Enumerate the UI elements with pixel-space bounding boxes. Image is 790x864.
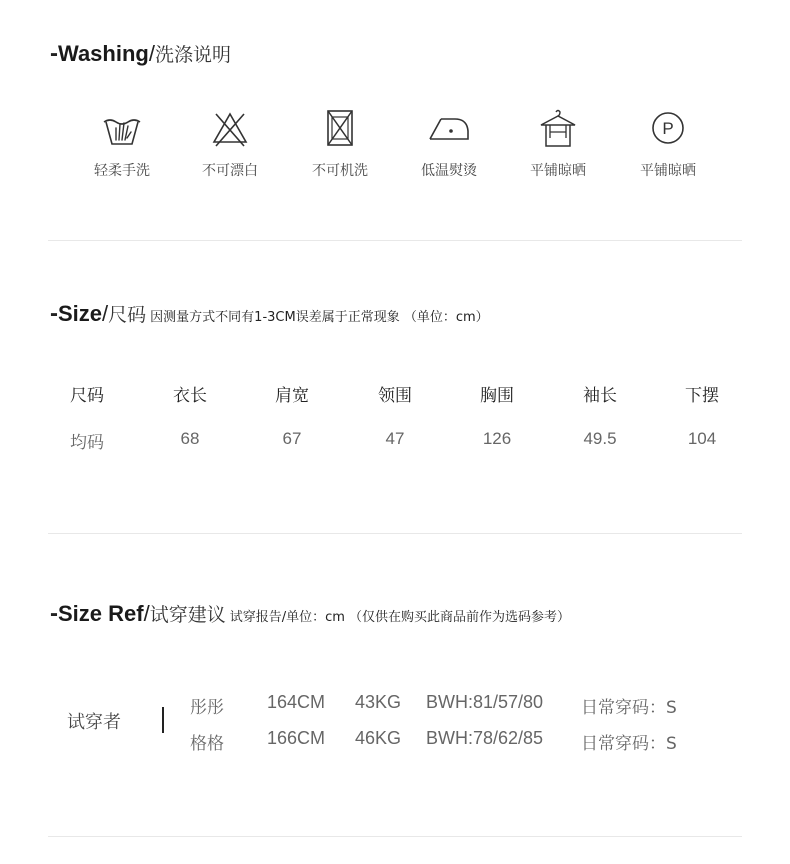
tester-bwh: BWH:81/57/80 <box>426 692 544 712</box>
svg-text:P: P <box>662 119 674 138</box>
low-iron-icon <box>427 108 471 148</box>
tester-divider <box>162 707 164 733</box>
size-header: 胸围 <box>480 386 514 406</box>
no-bleach-icon <box>208 108 252 148</box>
tester-label: 试穿者 <box>67 712 121 733</box>
wash-item-dry-clean <box>623 108 713 180</box>
tester-size: 日常穿码：S <box>581 698 677 718</box>
tester-size: 日常穿码：S <box>581 734 677 754</box>
size-title: -Size/尺码 因测量方式不同有1-3CM误差属于正常现象 （单位：cm） <box>50 300 489 327</box>
size-ref-note: 试穿报告/单位：cm （仅供在购买此商品前作为选码参考） <box>229 610 571 625</box>
wash-item-flat-dry <box>513 108 603 180</box>
wash-item-hand-wash <box>77 108 167 180</box>
size-value: 均码 <box>70 433 104 453</box>
washing-title-en: Washing <box>58 41 149 66</box>
size-header: 领围 <box>378 386 412 406</box>
size-header: 尺码 <box>70 386 104 406</box>
size-header: 肩宽 <box>275 386 309 406</box>
size-note: 因测量方式不同有1-3CM误差属于正常现象 （单位：cm） <box>150 310 489 325</box>
flat-dry-icon <box>536 108 580 148</box>
divider <box>48 240 742 241</box>
divider <box>48 836 742 837</box>
size-value: 67 <box>282 429 302 448</box>
wash-item-no-bleach <box>185 108 275 180</box>
size-value: 68 <box>180 429 200 448</box>
no-machine-wash-icon <box>318 108 362 148</box>
size-ref-title-en: Size Ref <box>58 601 144 626</box>
dry-clean-p-icon <box>646 108 690 148</box>
size-title-en: Size <box>58 301 103 326</box>
size-title-zh: 尺码 <box>108 304 147 326</box>
wash-label: 不可漂白 <box>202 163 258 179</box>
wash-label: 低温熨烫 <box>421 163 477 179</box>
tester-height: 166CM <box>267 728 326 748</box>
tester-weight: 46KG <box>355 728 402 748</box>
wash-item-low-iron <box>404 108 494 180</box>
size-header: 下摆 <box>685 386 719 406</box>
size-value: 126 <box>482 429 512 448</box>
wash-label: 平铺晾晒 <box>640 163 696 179</box>
size-value: 49.5 <box>583 429 617 448</box>
wash-label: 平铺晾晒 <box>530 163 586 179</box>
tester-height: 164CM <box>267 692 326 712</box>
divider <box>48 533 742 534</box>
size-value: 47 <box>385 429 405 448</box>
wash-label: 轻柔手洗 <box>94 163 150 179</box>
tester-bwh: BWH:78/62/85 <box>426 728 544 748</box>
tester-name: 彤彤 <box>190 698 224 718</box>
wash-label: 不可机洗 <box>312 163 368 179</box>
size-header: 袖长 <box>583 386 617 406</box>
size-ref-title-zh: 试穿建议 <box>149 604 226 626</box>
tester-name: 格格 <box>190 734 224 754</box>
wash-item-no-machine-wash <box>295 108 385 180</box>
washing-title: -Washing/洗涤说明 <box>50 40 231 67</box>
size-ref-title: -Size Ref/试穿建议 试穿报告/单位：cm （仅供在购买此商品前作为选码参考） <box>50 600 571 627</box>
size-value: 104 <box>687 429 717 448</box>
washing-title-zh: 洗涤说明 <box>154 44 231 66</box>
hand-wash-icon <box>100 108 144 148</box>
tester-weight: 43KG <box>355 692 402 712</box>
size-header: 衣长 <box>173 386 207 406</box>
